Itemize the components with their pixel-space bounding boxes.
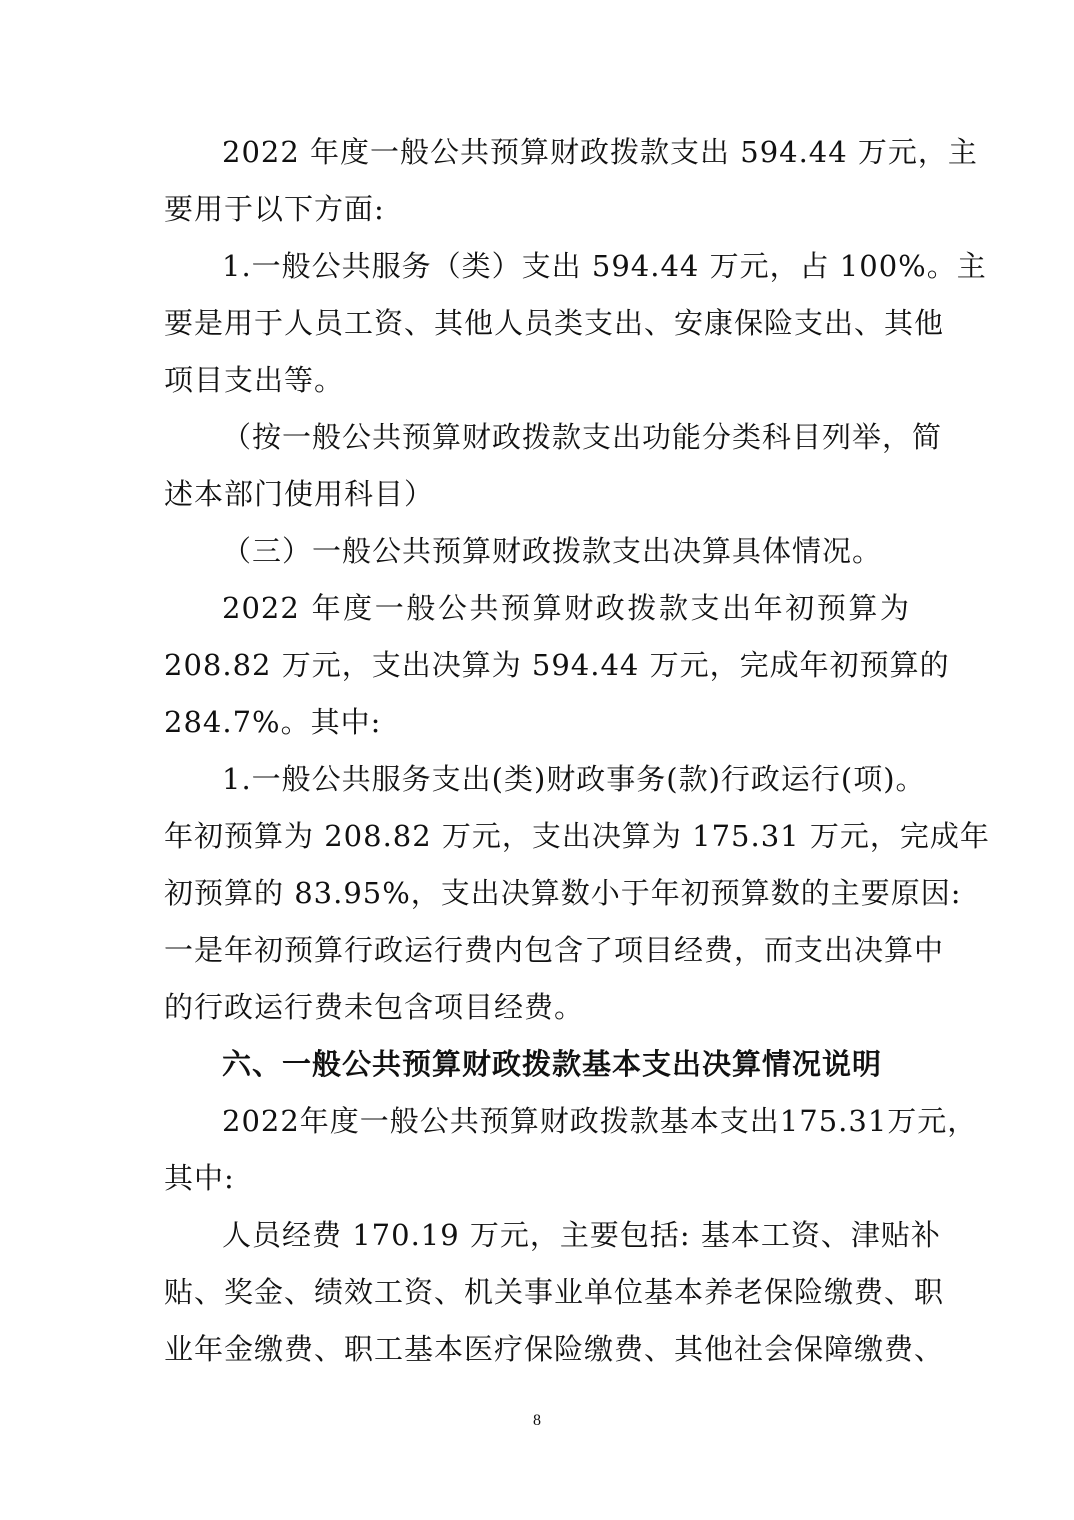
paragraph-line: 的行政运行费未包含项目经费。 [164,990,585,1024]
paragraph-line: 初预算的 83.95%，支出决算数小于年初预算数的主要原因: [164,876,962,910]
paragraph-line: 人员经费 170.19 万元，主要包括: 基本工资、津贴补 [222,1218,941,1252]
paragraph-line: 2022 年度一般公共预算财政拨款支出年初预算为 [222,591,910,625]
section-heading: 六、一般公共预算财政拨款基本支出决算情况说明 [222,1047,883,1081]
paragraph-line: 业年金缴费、职工基本医疗保险缴费、其他社会保障缴费、 [164,1332,945,1366]
page-number: 8 [533,1412,541,1429]
paragraph-line: 要是用于人员工资、其他人员类支出、安康保险支出、其他 [164,306,945,340]
paragraph-line: （按一般公共预算财政拨款支出功能分类科目列举，简 [222,420,943,454]
paragraph-line: 208.82 万元，支出决算为 594.44 万元，完成年初预算的 [164,648,950,682]
paragraph-line: 2022 年度一般公共预算财政拨款支出 594.44 万元，主 [222,135,978,169]
paragraph-line: 要用于以下方面: [164,192,385,226]
paragraph-line: 1.一般公共服务（类）支出 594.44 万元，占 100%。主 [222,249,987,283]
paragraph-line: 项目支出等。 [164,363,345,397]
paragraph-line: 贴、奖金、绩效工资、机关事业单位基本养老保险缴费、职 [164,1275,945,1309]
paragraph-line: 一是年初预算行政运行费内包含了项目经费，而支出决算中 [164,933,945,967]
paragraph-line: 284.7%。其中: [164,705,382,739]
paragraph-line: 年初预算为 208.82 万元，支出决算为 175.31 万元，完成年 [164,819,990,853]
paragraph-line: 1.一般公共服务支出(类)财政事务(款)行政运行(项)。 [222,762,926,796]
paragraph-line: 述本部门使用科目） [164,477,435,511]
subsection-heading: （三）一般公共预算财政拨款支出决算具体情况。 [222,534,883,568]
paragraph-line: 2022年度一般公共预算财政拨款基本支出175.31万元， [222,1104,978,1138]
paragraph-line: 其中: [164,1161,235,1195]
